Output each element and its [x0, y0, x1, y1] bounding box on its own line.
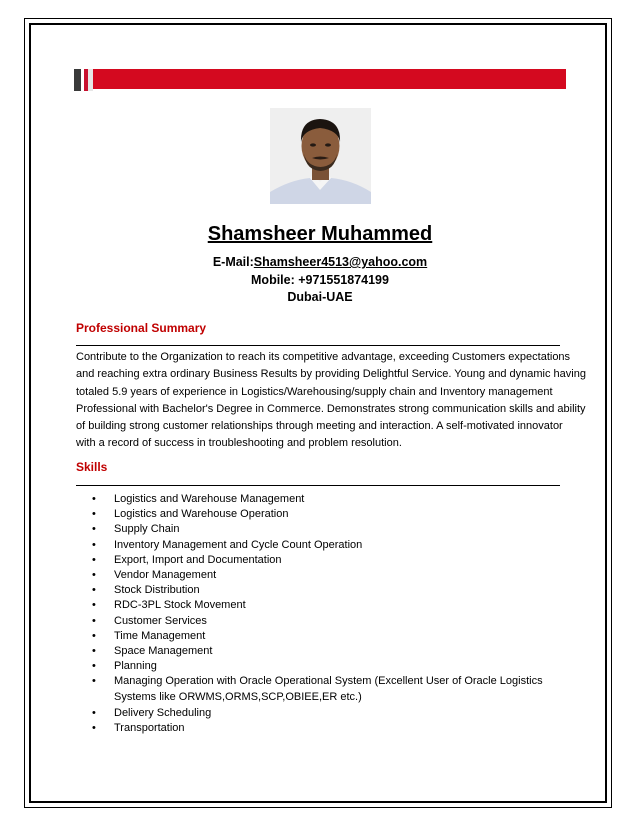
skill-item [76, 706, 566, 721]
candidate-name: Shamsheer Muhammed [207, 223, 433, 245]
summary-line: with a record of success in troubleshooting and problem resolution. [76, 437, 402, 450]
mobile-line: Mobile: +971551874199 [251, 273, 389, 287]
skill-item [76, 522, 566, 537]
bullet-icon: • [92, 538, 96, 551]
skill-item [76, 568, 566, 583]
bullet-icon: • [92, 721, 96, 734]
summary-line: and reaching extra ordinary Business Results by providing Delightful Service. Young and dynamic having [76, 368, 586, 381]
skill-text: Planning [114, 660, 157, 673]
skill-item [76, 659, 566, 674]
skill-text: Export, Import and Documentation [114, 553, 282, 566]
bullet-icon: • [92, 660, 96, 673]
skill-text: RDC-3PL Stock Movement [114, 599, 246, 612]
skills-list [76, 492, 566, 736]
profile-photo [270, 108, 371, 204]
skill-item [76, 721, 566, 736]
summary-line: Contribute to the Organization to reach its competitive advantage, exceeding Customers expectations [76, 351, 571, 363]
bullet-icon: • [92, 584, 96, 597]
skill-text: Logistics and Warehouse Operation [114, 508, 289, 521]
email-label: E-Mail: [212, 255, 254, 269]
skill-text: Transportation [114, 721, 185, 734]
skill-text: Customer Services [114, 614, 207, 627]
bullet-icon: • [92, 569, 96, 582]
skill-text: Time Management [114, 629, 206, 642]
bullet-icon: • [92, 553, 96, 566]
bullet-icon: • [92, 645, 96, 658]
skill-item [76, 538, 566, 553]
location-line: Dubai-UAE [287, 290, 353, 304]
skill-item [76, 507, 566, 522]
header-accent-bar [74, 69, 566, 91]
skill-text: Vendor Management [114, 569, 217, 582]
bullet-icon: • [92, 508, 96, 521]
bullet-icon: • [92, 599, 96, 612]
professional-summary-text [76, 349, 586, 453]
accent-bar-red [93, 69, 566, 89]
bullet-icon: • [92, 629, 96, 642]
summary-line: totaled 5.9 years of experience in Logistics/Warehousing/supply chain and Inventory management [76, 385, 553, 398]
skill-item [76, 629, 566, 644]
bullet-icon: • [92, 614, 96, 627]
skill-item [76, 553, 566, 568]
skill-text: Managing Operation with Oracle Operational System (Excellent User of Oracle Logistics Systems like ORWMS,ORMS,SCP,OBIEE,ER etc.) [114, 675, 543, 704]
bullet-icon: • [92, 706, 96, 719]
skill-text: Inventory Management and Cycle Count Operation [114, 538, 363, 551]
skill-item [76, 583, 566, 598]
skill-text: Supply Chain [114, 523, 180, 536]
skill-text: Logistics and Warehouse Management [114, 493, 305, 505]
skill-item [76, 492, 566, 507]
skill-item [76, 598, 566, 613]
email-line [160, 255, 480, 269]
skills-heading: Skills [76, 460, 108, 474]
email-link[interactable]: Shamsheer4513@yahoo.com [253, 255, 428, 269]
summary-line: Professional with Bachelor's Degree in Commerce. Demonstrates strong communication skills and ability [76, 402, 586, 415]
skill-item [76, 644, 566, 659]
skill-item [76, 674, 566, 705]
skill-item [76, 614, 566, 629]
bullet-icon: • [92, 523, 96, 536]
skill-text: Delivery Scheduling [114, 706, 212, 719]
skill-text: Space Management [114, 645, 213, 658]
profile-photo-image [270, 108, 371, 204]
skill-text: Stock Distribution [114, 584, 200, 597]
skills-divider [76, 485, 560, 486]
professional-summary-heading: Professional Summary [76, 321, 207, 335]
summary-line: of building strong customer relationships through meeting and interaction. A self-motivated innovator [76, 420, 563, 433]
bullet-icon: • [92, 675, 96, 688]
summary-divider [76, 345, 560, 346]
accent-block-dark [74, 69, 81, 91]
bullet-icon: • [92, 493, 96, 505]
